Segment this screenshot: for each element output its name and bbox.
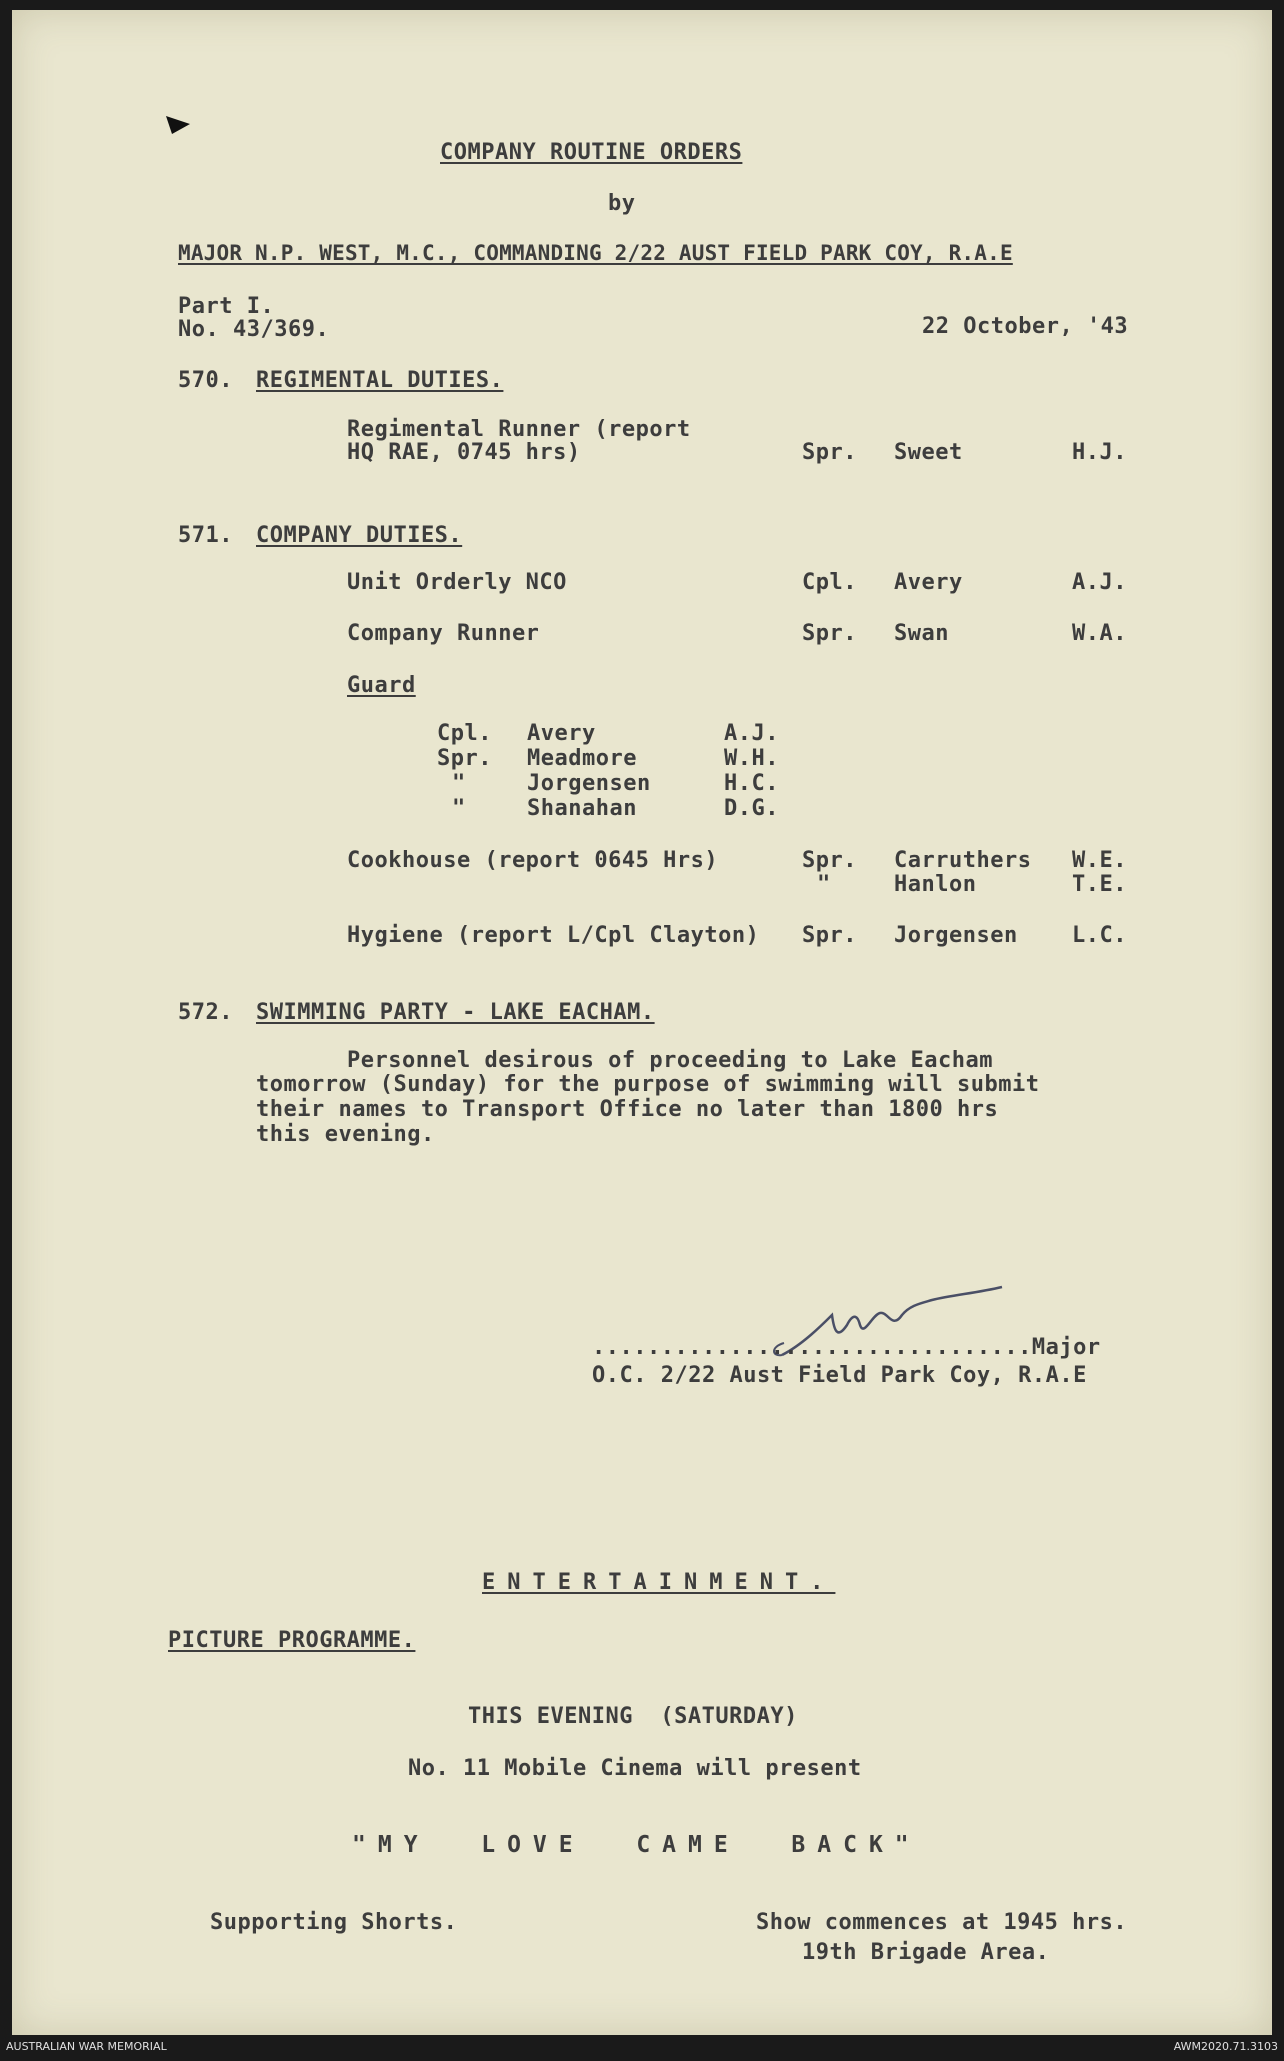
show-time: Show commences at 1945 hrs. <box>756 1910 1128 1935</box>
initials: D.G. <box>724 796 779 821</box>
surname: Jorgensen <box>527 771 651 796</box>
by-label: by <box>608 191 636 216</box>
duty-label: Regimental Runner (report <box>347 417 691 442</box>
rank: " <box>817 872 831 897</box>
rank: Spr. <box>802 621 857 646</box>
initials: W.A. <box>1072 621 1127 646</box>
initials: W.E. <box>1072 848 1127 873</box>
surname: Jorgensen <box>894 923 1018 948</box>
surname: Sweet <box>894 440 963 465</box>
footer-accession-number: AWM2020.71.3103 <box>1173 2040 1278 2053</box>
footer-credit: AUSTRALIAN WAR MEMORIAL <box>6 2040 167 2053</box>
order-number: No. 43/369. <box>178 317 330 342</box>
section-title: REGIMENTAL DUTIES. <box>256 368 504 393</box>
surname: Hanlon <box>894 872 977 897</box>
commander-line: MAJOR N.P. WEST, M.C., COMMANDING 2/22 AUST FIELD PARK COY, R.A.E <box>178 241 1013 265</box>
show-location: 19th Brigade Area. <box>802 1940 1050 1965</box>
rank: Cpl. <box>437 721 492 746</box>
entertainment-heading: ENTERTAINMENT. <box>482 1570 836 1595</box>
surname: Avery <box>527 721 596 746</box>
paragraph-line: this evening. <box>256 1122 435 1147</box>
initials: W.H. <box>724 746 779 771</box>
surname: Shanahan <box>527 796 637 821</box>
rank: Spr. <box>437 746 492 771</box>
section-number: 572. <box>178 1000 233 1025</box>
initials: A.J. <box>1072 570 1127 595</box>
initials: H.J. <box>1072 440 1127 465</box>
section-title: SWIMMING PARTY - LAKE EACHAM. <box>256 1000 655 1025</box>
surname: Swan <box>894 621 949 646</box>
section-number: 571. <box>178 523 233 548</box>
document-page <box>12 10 1272 2035</box>
punch-hole-mark <box>162 110 202 140</box>
initials: L.C. <box>1072 923 1127 948</box>
section-number: 570. <box>178 368 233 393</box>
paragraph-line: Personnel desirous of proceeding to Lake Eacham <box>347 1048 994 1073</box>
rank: Spr. <box>802 440 857 465</box>
document-title: COMPANY ROUTINE ORDERS <box>440 140 743 165</box>
duty-label: Unit Orderly NCO <box>347 570 567 595</box>
supporting-shorts: Supporting Shorts. <box>210 1910 458 1935</box>
paragraph-line: tomorrow (Sunday) for the purpose of swimming will submit <box>256 1072 1040 1097</box>
duty-label: Cookhouse (report 0645 Hrs) <box>347 848 719 873</box>
initials: T.E. <box>1072 872 1127 897</box>
section-title: COMPANY DUTIES. <box>256 523 463 548</box>
duty-label: Hygiene (report L/Cpl Clayton) <box>347 923 760 948</box>
part-label: Part I. <box>178 294 275 319</box>
initials: H.C. <box>724 771 779 796</box>
film-title: "MY LOVE CAME BACK" <box>352 1832 921 1858</box>
order-date: 22 October, '43 <box>922 314 1129 339</box>
surname: Avery <box>894 570 963 595</box>
duty-label: HQ RAE, 0745 hrs) <box>347 440 581 465</box>
picture-programme-heading: PICTURE PROGRAMME. <box>168 1628 416 1653</box>
this-evening-line: THIS EVENING (SATURDAY) <box>468 1704 798 1729</box>
rank: " <box>452 796 466 821</box>
guard-heading: Guard <box>347 673 416 698</box>
signatory-title: O.C. 2/22 Aust Field Park Coy, R.A.E <box>592 1363 1087 1388</box>
rank: Spr. <box>802 923 857 948</box>
surname: Carruthers <box>894 848 1032 873</box>
rank: " <box>452 771 466 796</box>
duty-label: Company Runner <box>347 621 540 646</box>
paragraph-line: their names to Transport Office no later than 1800 hrs <box>256 1097 999 1122</box>
initials: A.J. <box>724 721 779 746</box>
surname: Meadmore <box>527 746 637 771</box>
rank: Spr. <box>802 848 857 873</box>
presenter-line: No. 11 Mobile Cinema will present <box>408 1756 862 1781</box>
signature-dots-line: ................................Major <box>592 1335 1101 1360</box>
rank: Cpl. <box>802 570 857 595</box>
